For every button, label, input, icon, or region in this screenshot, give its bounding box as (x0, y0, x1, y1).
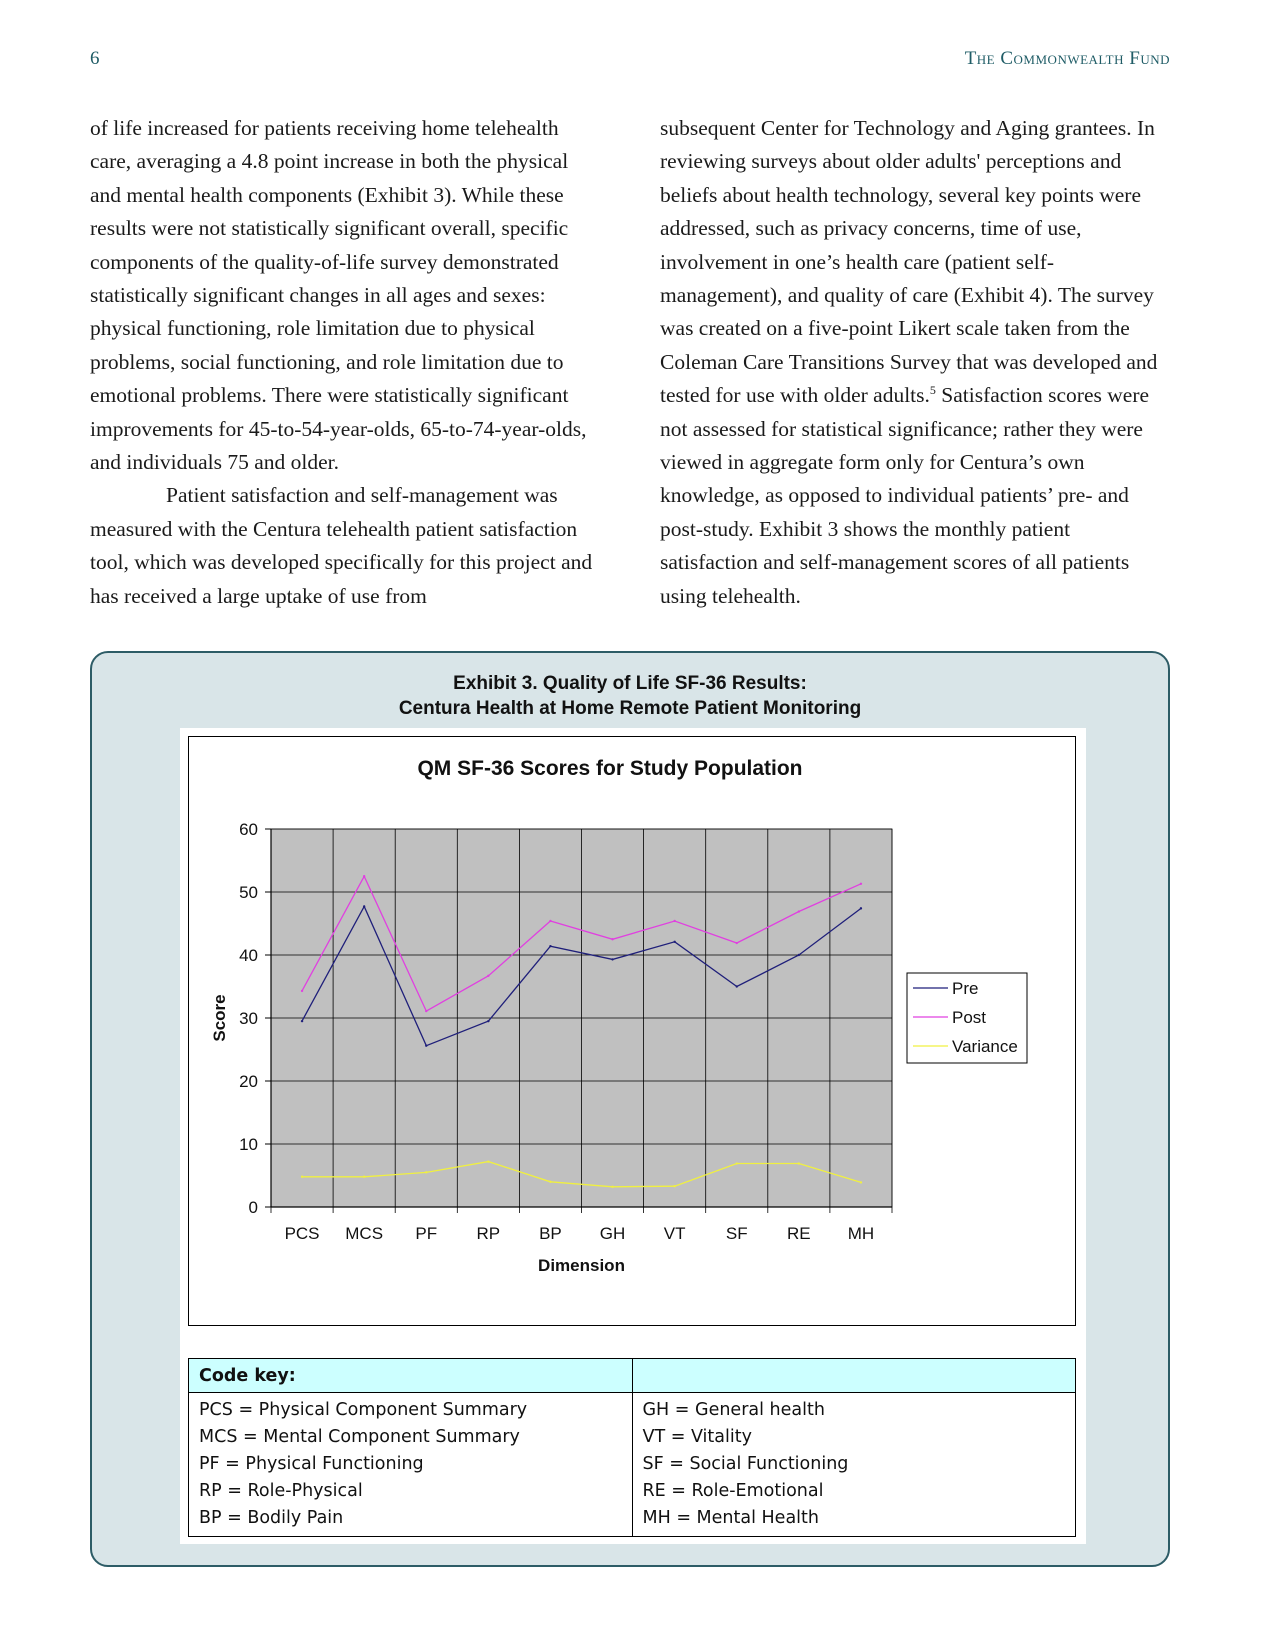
footnote-marker: 5 (929, 383, 936, 398)
code-key-item: VT = Vitality (642, 1427, 752, 1447)
exhibit-content-panel (180, 728, 1086, 1544)
x-tick-label: VT (663, 1224, 686, 1243)
data-point-variance (363, 1176, 365, 1178)
x-tick-label: MCS (345, 1224, 384, 1243)
code-key-item: RE = Role-Emotional (642, 1481, 824, 1501)
exhibit-title-line-1: Exhibit 3. Quality of Life SF-36 Results: (453, 673, 807, 694)
x-axis-label: Dimension (538, 1256, 625, 1275)
body-text-left-column (90, 112, 600, 613)
x-tick-label: RP (476, 1224, 501, 1243)
code-key-item: RP = Role-Physical (199, 1481, 363, 1501)
data-point-post (673, 920, 675, 922)
y-tick-label: 30 (239, 1009, 258, 1028)
code-key-right-list (632, 1393, 1076, 1537)
x-tick-label: MH (847, 1224, 875, 1243)
code-key-item: SF = Social Functioning (642, 1454, 849, 1474)
y-tick-label: 40 (239, 946, 258, 965)
code-key-item: PF = Physical Functioning (199, 1454, 424, 1474)
x-tick-label: PCS (284, 1224, 320, 1243)
data-point-pre (798, 954, 800, 956)
exhibit-3-box (90, 651, 1170, 1567)
code-key-left-list (189, 1393, 633, 1537)
code-key-table (188, 1358, 1076, 1537)
data-point-post (363, 875, 365, 877)
code-key-item: MH = Mental Health (642, 1508, 819, 1528)
data-point-post (487, 975, 489, 977)
running-head: The Commonwealth Fund (964, 48, 1170, 69)
chart-frame (188, 736, 1076, 1326)
exhibit-title (92, 671, 1168, 721)
y-axis-label: Score (210, 994, 229, 1042)
data-point-post (301, 990, 303, 992)
x-tick-label: BP (539, 1224, 562, 1243)
exhibit-title-line-2: Centura Health at Home Remote Patient Monitoring (398, 698, 862, 719)
code-key-item: GH = General health (642, 1400, 825, 1420)
chart-title: QM SF-36 Scores for Study Population (417, 757, 803, 780)
legend-label-pre: Pre (952, 979, 979, 998)
y-tick-label: 10 (239, 1135, 258, 1154)
code-key-header: Code key: (189, 1359, 633, 1393)
code-key-item: PCS = Physical Component Summary (199, 1400, 528, 1420)
code-key-item: BP = Bodily Pain (199, 1508, 344, 1528)
data-point-pre (736, 985, 738, 987)
data-point-post (611, 938, 613, 940)
paragraph-survey-text-continued: Satisfaction scores were not assessed for statistical significance; rather they were viewed in aggregate form only for Centura’s own knowledge, as opposed to individual patients’ pre- and post-study. Exhibit 3 shows the monthly patient satisfaction and self-management scores of all patients using telehealth. (660, 383, 1150, 608)
body-text-right-column (660, 112, 1170, 613)
data-point-post (549, 920, 551, 922)
data-point-post (736, 942, 738, 944)
data-point-variance (425, 1171, 427, 1173)
x-tick-label: PF (415, 1224, 438, 1243)
data-point-pre (860, 907, 862, 909)
data-point-variance (860, 1181, 862, 1183)
y-tick-label: 0 (248, 1198, 258, 1217)
data-point-post (860, 883, 862, 885)
data-point-variance (487, 1160, 489, 1162)
y-tick-label: 60 (239, 820, 258, 839)
x-tick-label: GH (599, 1224, 626, 1243)
data-point-pre (611, 958, 613, 960)
x-tick-label: SF (725, 1224, 748, 1243)
data-point-variance (798, 1162, 800, 1164)
y-tick-label: 20 (239, 1072, 258, 1091)
data-point-pre (549, 945, 551, 947)
paragraph-quality-of-life: of life increased for patients receiving home telehealth care, averaging a 4.8 point increase in both the physical and mental health components (Exhibit 3). While these results were not statistically significant overall, specific components of the quality-of-life survey demonstrated statistically significant changes in all ages and sexes: physical functioning, role limitation due to physical problems, social functioning, and role limitation due to emotional problems. There were statistically significant improvements for 45-to-54-year-olds, 65-to-74-year-olds, and individuals 75 and older. (90, 116, 587, 475)
data-point-pre (673, 941, 675, 943)
legend-label-post: Post (952, 1008, 987, 1027)
data-point-pre (425, 1045, 427, 1047)
x-tick-label: RE (787, 1224, 811, 1243)
data-point-post (425, 1010, 427, 1012)
line-chart (189, 737, 1074, 1324)
data-point-pre (301, 1020, 303, 1022)
data-point-variance (301, 1176, 303, 1178)
data-point-variance (736, 1162, 738, 1164)
page-number: 6 (90, 48, 100, 69)
paragraph-patient-satisfaction: Patient satisfaction and self-management was measured with the Centura telehealth patient satisfaction tool, which was developed specifically for this project and has received a large uptake of use from (90, 483, 593, 608)
paragraph-survey-description (660, 112, 1170, 613)
code-key-item: MCS = Mental Component Summary (199, 1427, 520, 1447)
legend-label-variance: Variance (952, 1037, 1018, 1056)
data-point-pre (487, 1020, 489, 1022)
data-point-post (798, 910, 800, 912)
code-key-header-empty (632, 1359, 1076, 1393)
y-tick-label: 50 (239, 883, 258, 902)
data-point-variance (673, 1185, 675, 1187)
data-point-variance (549, 1181, 551, 1183)
data-point-pre (363, 905, 365, 907)
paragraph-survey-text: subsequent Center for Technology and Aging grantees. In reviewing surveys about older adults' perceptions and beliefs about health technology, several key points were addressed, such as privacy concerns, time of use, involvement in one’s health care (patient self-management), and quality of care (Exhibit 4). The survey was created on a five-point Likert scale taken from the Coleman Care Transitions Survey that was developed and tested for use with older adults. (660, 116, 1158, 408)
data-point-variance (611, 1186, 613, 1188)
